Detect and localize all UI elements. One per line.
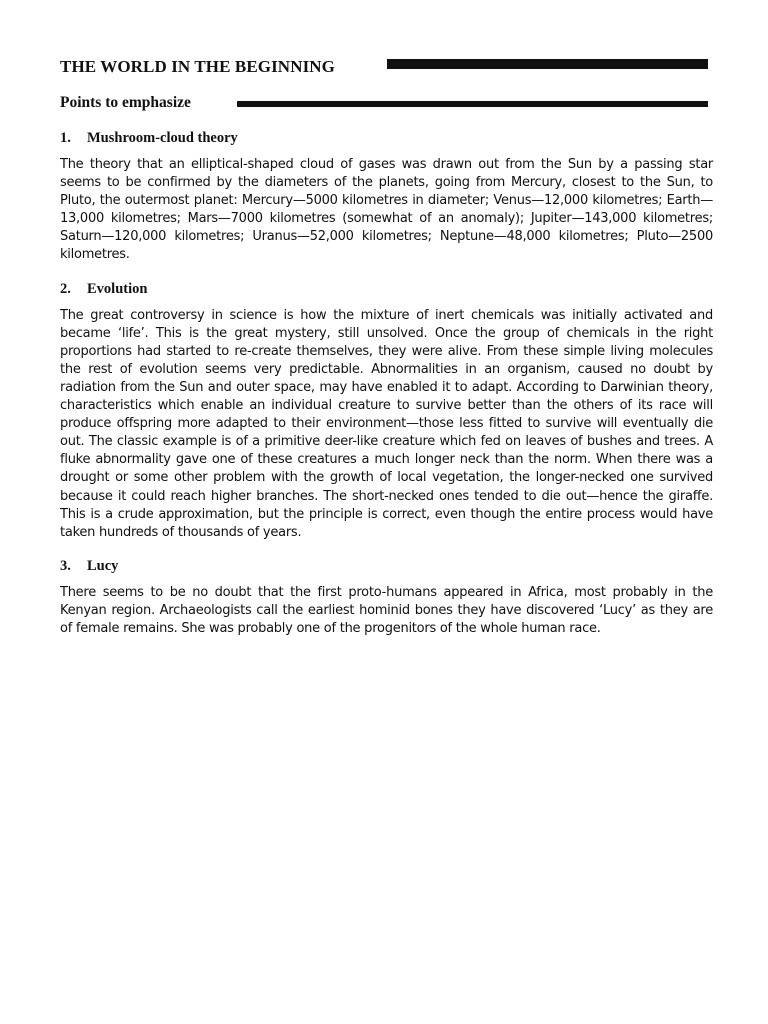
section-evolution [60, 281, 713, 542]
title-row [60, 54, 713, 80]
section-body: The theory that an elliptical-shaped cloud of gases was drawn out from the Sun by a passing star seems to be confirmed by the diameters of the planets, going from Mercury, closest to the Sun, to Pluto, the outermost planet: Mercury—5000 kilometres in diameter; Venus—12,000 kilometres; Earth—13,000 kilometres; Mars—7000 kilometres (somewhat of an anomaly); Jupiter—143,000 kilometres; Saturn—120,000 kilometres; Uranus—52,000 kilometres; Neptune—48,000 kilometres; Pluto—2500 kilometres. [60, 157, 713, 263]
section-title: Evolution [87, 280, 148, 297]
section-heading [60, 130, 713, 147]
section-lucy [60, 558, 713, 638]
section-title: Lucy [87, 557, 119, 574]
section-number: 3. [60, 557, 71, 574]
section-body: There seems to be no doubt that the first proto-humans appeared in Africa, most probably in the Kenyan region. Archaeologists call the earliest hominid bones they have discovered ‘Lucy’ as they are of female remains. She was probably one of the progenitors of the whole human race. [60, 584, 713, 636]
section-mushroom-cloud [60, 130, 713, 265]
title-rule [387, 59, 708, 69]
section-body: The great controversy in science is how the mixture of inert chemicals was initially activated and became ‘life’. This is the great mystery, still unsolved. Once the group of chemicals in the right proportions had started to re-create themselves, they were alive. From these simple living molecules the rest of evolution seems very predictable. Abnormalities in an organism, caused no doubt by radiation from the Sun and outer space, may have enabled it to adapt. According to Darwinian theory, characteristics which enable an individual creature to survive better than the others of its race will produce offspring more adapted to their environment—those less fitted to survive will eventually die out. The classic example is of a primitive deer-like creature which fed on leaves of bushes and trees. A fluke abnormality gave one of these creatures a much longer neck than the norm. When there was a drought or some other problem with the growth of local vegetation, the longer-necked one survived because it could reach higher branches. The short-necked ones tended to die out—hence the giraffe. This is a crude approximation, but the principle is correct, even though the entire process would have taken hundreds of thousands of years. [60, 307, 713, 540]
document-subtitle: Points to emphasize [60, 94, 191, 111]
section-number: 1. [60, 130, 71, 146]
section-heading [60, 558, 713, 575]
subtitle-rule [237, 101, 708, 107]
document-page [60, 54, 713, 638]
section-number: 2. [60, 280, 71, 297]
subtitle-row [60, 92, 713, 114]
section-title: Mushroom-cloud theory [87, 130, 238, 146]
document-title: THE WORLD IN THE BEGINNING [60, 57, 335, 76]
section-heading [60, 281, 713, 298]
